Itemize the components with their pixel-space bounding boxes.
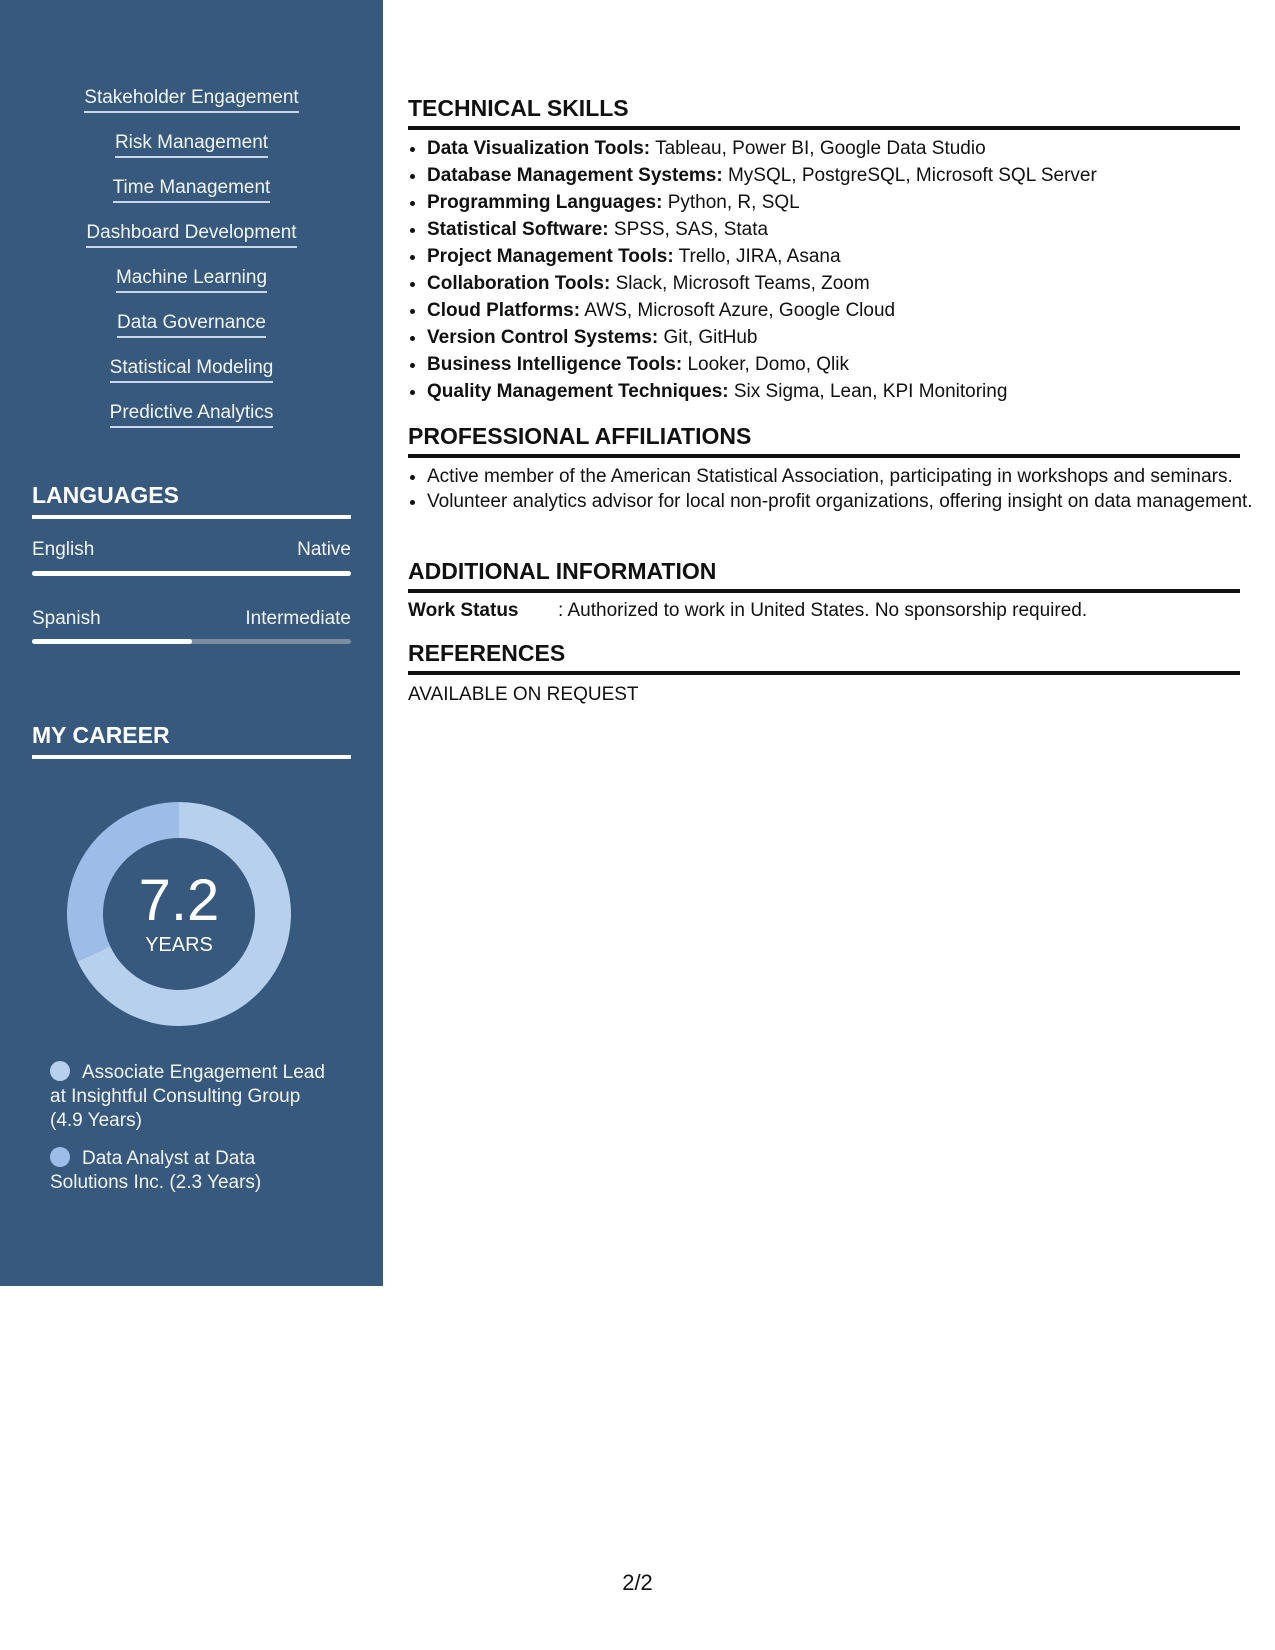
- language-bar-english: [32, 571, 351, 576]
- skill-category: Data Visualization Tools:: [427, 138, 651, 159]
- sidebar: [0, 0, 383, 1286]
- list-item: [427, 324, 1259, 351]
- skill-values: Six Sigma, Lean, KPI Monitoring: [733, 381, 1008, 402]
- skill-values: Trello, JIRA, Asana: [678, 246, 841, 267]
- skill-category: Programming Languages:: [427, 192, 663, 213]
- language-level: Intermediate: [245, 608, 351, 629]
- career-legend-item: [50, 1147, 330, 1195]
- languages-heading: LANGUAGES: [32, 482, 351, 519]
- skill-category: Database Management Systems:: [427, 165, 723, 186]
- list-item: [427, 162, 1259, 189]
- language-row-english: [32, 539, 351, 561]
- additional-info-heading: ADDITIONAL INFORMATION: [408, 558, 1240, 593]
- legend-dot-icon: [50, 1147, 70, 1167]
- language-bar-spanish: [32, 639, 351, 644]
- affiliations-list: [408, 464, 1259, 514]
- list-item: [427, 297, 1259, 324]
- references-text: AVAILABLE ON REQUEST: [408, 684, 639, 705]
- skill-item: Statistical Modeling: [110, 356, 274, 383]
- work-status-value: : Authorized to work in United States. No sponsorship required.: [558, 600, 1088, 621]
- language-bar-fill: [32, 571, 351, 576]
- language-name: Spanish: [32, 608, 101, 629]
- skill-category: Statistical Software:: [427, 219, 609, 240]
- technical-skills-list: [408, 135, 1259, 405]
- skill-item: Machine Learning: [116, 266, 267, 293]
- list-item: [427, 351, 1259, 378]
- language-row-spanish: [32, 608, 351, 630]
- list-item: [427, 243, 1259, 270]
- skill-item: Predictive Analytics: [110, 401, 274, 428]
- work-status: [408, 600, 1087, 622]
- skill-values: Looker, Domo, Qlik: [687, 354, 850, 375]
- skill-values: Slack, Microsoft Teams, Zoom: [615, 273, 870, 294]
- skill-values: Python, R, SQL: [667, 192, 800, 213]
- list-item: • Active member of the American Statistical Association, participating in workshops and seminars.: [427, 464, 1259, 489]
- skill-item: Dashboard Development: [86, 221, 296, 248]
- skills-list: [0, 86, 383, 446]
- career-total-years: 7.2: [138, 868, 220, 933]
- skill-category: Cloud Platforms:: [427, 300, 581, 321]
- language-level: Native: [297, 539, 351, 560]
- skill-category: Project Management Tools:: [427, 246, 674, 267]
- skill-values: Tableau, Power BI, Google Data Studio: [655, 138, 986, 159]
- list-item: • Volunteer analytics advisor for local non-profit organizations, offering insight on data management.: [427, 489, 1259, 514]
- language-bar-fill: [32, 639, 192, 644]
- skill-values: MySQL, PostgreSQL, Microsoft SQL Server: [727, 165, 1097, 186]
- list-item: [427, 189, 1259, 216]
- skill-category: Business Intelligence Tools:: [427, 354, 683, 375]
- skill-category: Version Control Systems:: [427, 327, 659, 348]
- technical-skills-heading: TECHNICAL SKILLS: [408, 95, 1240, 130]
- language-name: English: [32, 539, 95, 560]
- skill-item: Data Governance: [117, 311, 266, 338]
- references-heading: REFERENCES: [408, 640, 1240, 675]
- skill-values: AWS, Microsoft Azure, Google Cloud: [584, 300, 896, 321]
- career-item-text: Data Analyst at Data Solutions Inc. (2.3 Years): [50, 1148, 262, 1193]
- skill-category: Quality Management Techniques:: [427, 381, 729, 402]
- career-heading: MY CAREER: [32, 722, 351, 759]
- list-item: [427, 270, 1259, 297]
- skill-item: Time Management: [113, 176, 271, 203]
- list-item: [427, 135, 1259, 162]
- skill-category: Collaboration Tools:: [427, 273, 611, 294]
- career-total-unit: YEARS: [145, 934, 213, 956]
- career-legend-item: [50, 1061, 330, 1133]
- legend-dot-icon: [50, 1061, 70, 1081]
- skill-item: Stakeholder Engagement: [84, 86, 298, 113]
- list-item: [427, 378, 1259, 405]
- career-item-text: Associate Engagement Lead at Insightful Consulting Group (4.9 Years): [50, 1062, 325, 1131]
- skill-values: SPSS, SAS, Stata: [613, 219, 769, 240]
- affiliations-heading: PROFESSIONAL AFFILIATIONS: [408, 423, 1240, 458]
- page-number: 2/2: [622, 1570, 653, 1595]
- list-item: [427, 216, 1259, 243]
- skill-item: Risk Management: [115, 131, 268, 158]
- work-status-label: Work Status: [408, 600, 519, 621]
- skill-values: Git, GitHub: [663, 327, 758, 348]
